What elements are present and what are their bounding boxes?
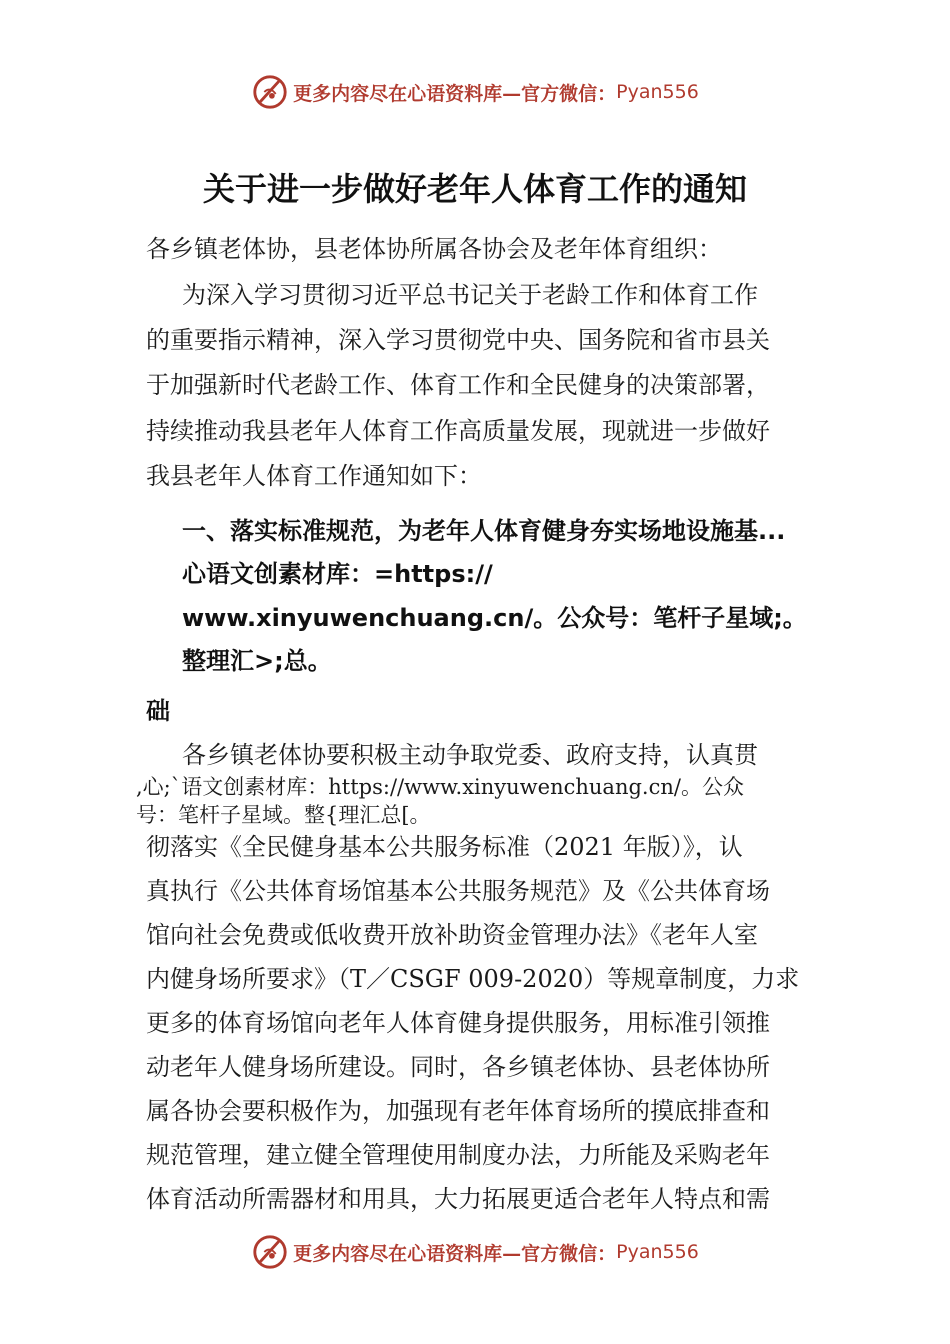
brand-logo-icon (251, 1233, 289, 1271)
body-line-1: 彻落实《全民健身基本公共服务标准（2021 年版）》，认 (146, 833, 743, 861)
intro-line-3: 于加强新时代老龄工作、体育工作和全民健身的决策部署， (146, 371, 770, 399)
body-line-8: 规范管理，建立健全管理使用制度办法，力所能及采购老年 (146, 1141, 770, 1169)
body-line-6: 动老年人健身场所建设。同时，各乡镇老体协、县老体协所 (146, 1053, 770, 1081)
watermark-line-2: 号：笔杆子星域。整{理汇总[。 (136, 803, 431, 827)
body-line-first: 各乡镇老体协要积极主动争取党委、政府支持，认真贯 (182, 741, 758, 769)
section-heading-line-2: 心语文创素材库：=https:// (182, 560, 493, 588)
footer-banner (0, 1232, 950, 1272)
banner-text: 更多内容尽在心语资料库—官方微信： (293, 1242, 617, 1265)
section-heading-line-1: 一、落实标准规范，为老年人体育健身夯实场地设施基... (182, 517, 786, 545)
intro-line-5: 我县老年人体育工作通知如下： (146, 462, 482, 490)
body-line-3: 馆向社会免费或低收费开放补助资金管理办法》《老年人室 (146, 921, 758, 949)
banner-wechat-id: Pyan556 (616, 1241, 699, 1263)
brand-logo-icon (251, 73, 289, 111)
banner-wechat-id: Pyan556 (616, 81, 699, 103)
document-title: 关于进一步做好老年人体育工作的通知 (202, 170, 747, 208)
body-line-5: 更多的体育场馆向老年人体育健身提供服务，用标准引领推 (146, 1009, 770, 1037)
body-line-9: 体育活动所需器材和用具，大力拓展更适合老年人特点和需 (146, 1185, 770, 1213)
watermark-line-1: ,心;`语文创素材库：https://www.xinyuwenchuang.cn/。公众 (136, 775, 744, 799)
intro-line-1: 为深入学习贯彻习近平总书记关于老龄工作和体育工作 (182, 281, 758, 309)
section-heading-line-4: 整理汇>;总。 (182, 647, 332, 675)
banner-text: 更多内容尽在心语资料库—官方微信： (293, 82, 617, 105)
salutation: 各乡镇老体协，县老体协所属各协会及老年体育组织： (146, 235, 722, 263)
intro-line-2: 的重要指示精神，深入学习贯彻党中央、国务院和省市县关 (146, 326, 770, 354)
intro-line-4: 持续推动我县老年人体育工作高质量发展，现就进一步做好 (146, 417, 770, 445)
body-line-7: 属各协会要积极作为，加强现有老年体育场所的摸底排查和 (146, 1097, 770, 1125)
body-line-4: 内健身场所要求》（T／CSGF 009-2020）等规章制度，力求 (146, 965, 800, 993)
section-heading-line-3: www.xinyuwenchuang.cn/。公众号：笔杆子星域;。 (182, 604, 807, 632)
section-heading-tail: 础 (146, 697, 170, 725)
header-banner (0, 72, 950, 112)
body-line-2: 真执行《公共体育场馆基本公共服务规范》及《公共体育场 (146, 877, 770, 905)
